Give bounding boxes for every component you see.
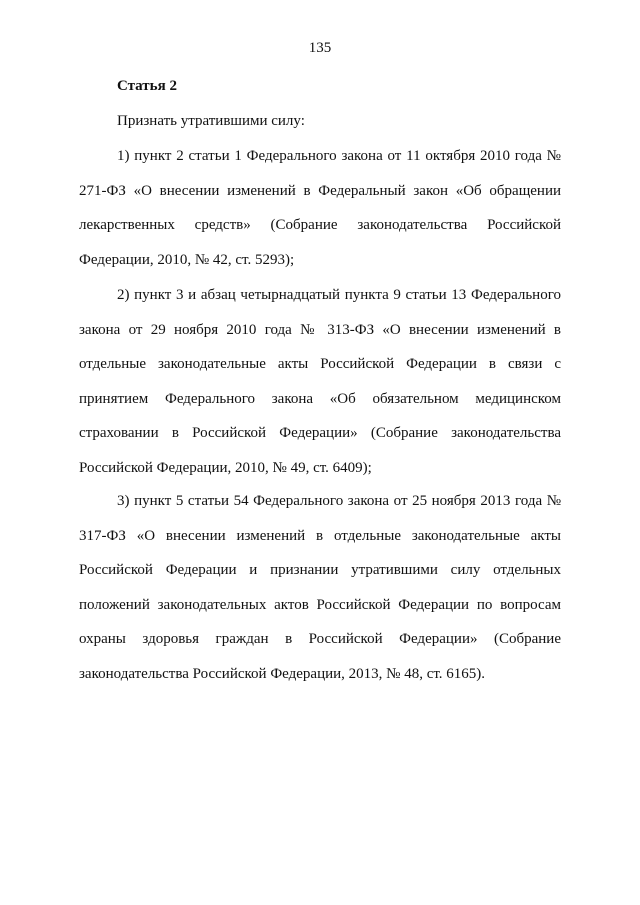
article-title: Статья 2	[117, 78, 177, 94]
list-item-2: 2) пункт 3 и абзац четырнадцатый пункта 9 статьи 13 Федерального закона от 29 ноября 2010 года № 313-ФЗ «О внесении изменений в отдельные законодательные акты Российской Федерации в связи с принятием Федерального закона «Об обязательном медицинском страховании в Российской Федерации» (Собрание законодательства Российской Федерации, 2010, № 49, ст. 6409);	[79, 287, 561, 476]
list-item-3: 3) пункт 5 статьи 54 Федерального закона от 25 ноября 2013 года № 317-ФЗ «О внесении изменений в отдельные законодательные акты Российской Федерации и признании утратившими силу отдельных положений законодательных актов Российской Федерации по вопросам охраны здоровья граждан в Российской Федерации» (Собрание законодательства Российской Федерации, 2013, № 48, ст. 6165).	[79, 493, 561, 682]
intro-text: Признать утратившими силу:	[117, 113, 305, 129]
page-number: 135	[308, 40, 332, 56]
list-item-1: 1) пункт 2 статьи 1 Федерального закона от 11 октября 2010 года № 271-ФЗ «О внесении изменений в Федеральный закон «Об обращении лекарственных средств» (Собрание законодательства Российской Федерации, 2010, № 42, ст. 5293);	[79, 148, 561, 268]
